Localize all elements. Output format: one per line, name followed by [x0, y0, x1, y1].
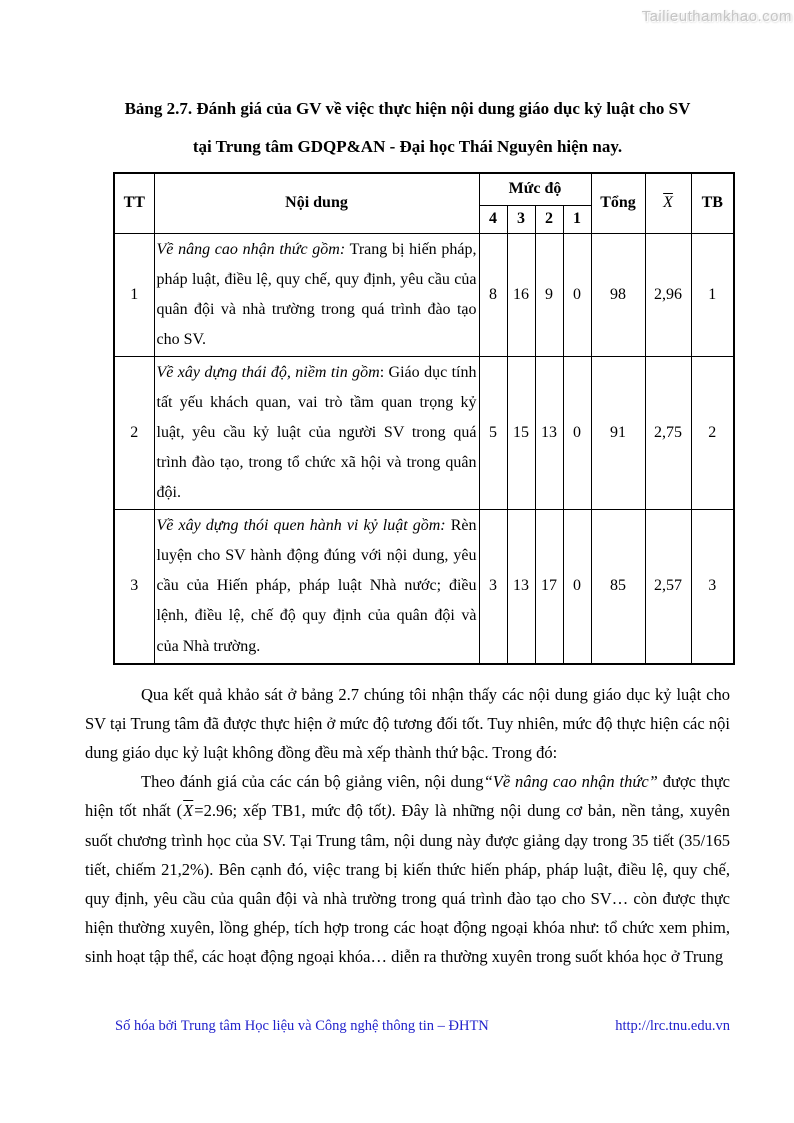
row3-level4: 3	[479, 510, 507, 664]
row1-level4: 8	[479, 233, 507, 356]
row1-tong: 98	[591, 233, 645, 356]
col-header-level-4: 4	[479, 205, 507, 233]
xbar-symbol: $\overline{X}$	[183, 801, 194, 821]
row1-tt: 1	[114, 233, 154, 356]
row1-content	[154, 233, 479, 356]
row3-level2: 17	[535, 510, 563, 664]
row2-lead: Về xây dựng thái độ, niềm tin gồm	[156, 363, 380, 381]
row2-level2: 13	[535, 356, 563, 509]
evaluation-table	[113, 172, 735, 665]
col-header-level-2: 2	[535, 205, 563, 233]
paragraph-1: Qua kết quả khảo sát ở bảng 2.7 chúng tôi nhận thấy các nội dung giáo dục kỷ luật cho SV tại Trung tâm đã được thực hiện ở mức độ tương đối tốt. Tuy nhiên, mức độ thực hiện các nội dung giáo dục kỷ luật không đồng đều mà xếp thành thứ bậc. Trong đó:	[85, 684, 730, 762]
table-row	[114, 233, 734, 356]
row3-text: Rèn luyện cho SV hành động đúng với nội dung, yêu cầu của Hiến pháp, pháp luật Nhà nước; điều lệnh, điều lệ, chế độ quy định của quân đội và của Nhà trường.	[156, 517, 477, 655]
row2-tong: 91	[591, 356, 645, 509]
row2-level3: 15	[507, 356, 535, 509]
row3-level3: 13	[507, 510, 535, 664]
row3-tb: 3	[691, 510, 734, 664]
col-header-level-1: 1	[563, 205, 591, 233]
row2-content	[154, 356, 479, 509]
p2-segment-5: =2.96; xếp TB1, mức độ tốt	[194, 801, 387, 821]
row3-level1: 0	[563, 510, 591, 664]
header-row-1	[114, 173, 734, 205]
footer-url-link[interactable]: http://lrc.tnu.edu.vn	[615, 1018, 730, 1034]
row3-lead: Về xây dựng thói quen hành vi kỷ luật gồm:	[156, 517, 446, 535]
p2-quoted-phrase: “Về nâng cao nhận thức”	[483, 772, 658, 792]
table-row	[114, 356, 734, 509]
p2-segment-7: . Đây là những nội dung cơ bản, nền tảng, xuyên suốt chương trình học của SV. Tại Trung tâm, nội dung này được giảng dạy trong 35 tiết (35/165 tiết, chiếm 21,2%). Bên cạnh đó, việc trang bị kiến thức hiến pháp, pháp luật, điều lệ, quy chế, quy định, yêu cầu của quân đội và nhà trường trong quá trình đào tạo cho SV… còn được thực hiện thường xuyên, lồng ghép, tích hợp trong các hoạt động ngoại khóa như: tổ chức xem phim, sinh hoạt tập thể, các hoạt động ngoại khóa… diễn ra thường xuyên trong suốt khóa học ở Trung	[85, 801, 730, 967]
row2-xbar: 2,75	[645, 356, 691, 509]
col-header-xbar	[645, 173, 691, 233]
row2-level4: 5	[479, 356, 507, 509]
table-caption	[85, 90, 730, 166]
col-header-muc-do: Mức độ	[479, 173, 591, 205]
row2-tb: 2	[691, 356, 734, 509]
table-caption-line2: tại Trung tâm GDQP&AN - Đại học Thái Nguyên hiện nay.	[192, 137, 623, 156]
paragraph-2	[85, 767, 730, 971]
row1-level3: 16	[507, 233, 535, 356]
row3-tt: 3	[114, 510, 154, 664]
row3-content	[154, 510, 479, 664]
col-header-tong: Tổng	[591, 173, 645, 233]
col-header-tt: TT	[114, 173, 154, 233]
table-row	[114, 510, 734, 664]
row2-tt: 2	[114, 356, 154, 509]
page-footer	[85, 1018, 730, 1035]
xbar-symbol: $\overline{X}$	[663, 194, 673, 212]
p2-segment-6: )	[386, 801, 392, 821]
row1-text: Trang bị hiến pháp, pháp luật, điều lệ, quy chế, quy định, yêu cầu của quân đội và nhà trường trong quá trình đào tạo cho SV.	[156, 240, 477, 348]
digitization-credit: Số hóa bởi Trung tâm Học liệu và Công nghệ thông tin – ĐHTN	[115, 1018, 489, 1034]
row3-tong: 85	[591, 510, 645, 664]
row2-text: : Giáo dục tính tất yếu khách quan, vai trò tầm quan trọng kỷ luật, yêu cầu kỷ luật của người SV trong quá trình đào tạo, trong tổ chức xã hội và trong quân đội.	[156, 363, 477, 502]
row1-level1: 0	[563, 233, 591, 356]
row1-xbar: 2,96	[645, 233, 691, 356]
row1-level2: 9	[535, 233, 563, 356]
col-header-noi-dung: Nội dung	[154, 173, 479, 233]
p2-segment-1: Theo đánh giá của các cán bộ giảng viên, nội dung	[141, 772, 484, 792]
col-header-tb: TB	[691, 173, 734, 233]
watermark-link[interactable]: Tailieuthamkhao.com	[641, 8, 792, 25]
row2-level1: 0	[563, 356, 591, 509]
row3-xbar: 2,57	[645, 510, 691, 664]
col-header-level-3: 3	[507, 205, 535, 233]
row1-lead: Về nâng cao nhận thức gồm:	[156, 240, 346, 258]
table-caption-line1: Bảng 2.7. Đánh giá của GV về việc thực hiện nội dung giáo dục kỷ luật cho SV	[124, 99, 691, 118]
row1-tb: 1	[691, 233, 734, 356]
p2-segment-3: được thực hiện tốt nhất (	[85, 772, 730, 821]
